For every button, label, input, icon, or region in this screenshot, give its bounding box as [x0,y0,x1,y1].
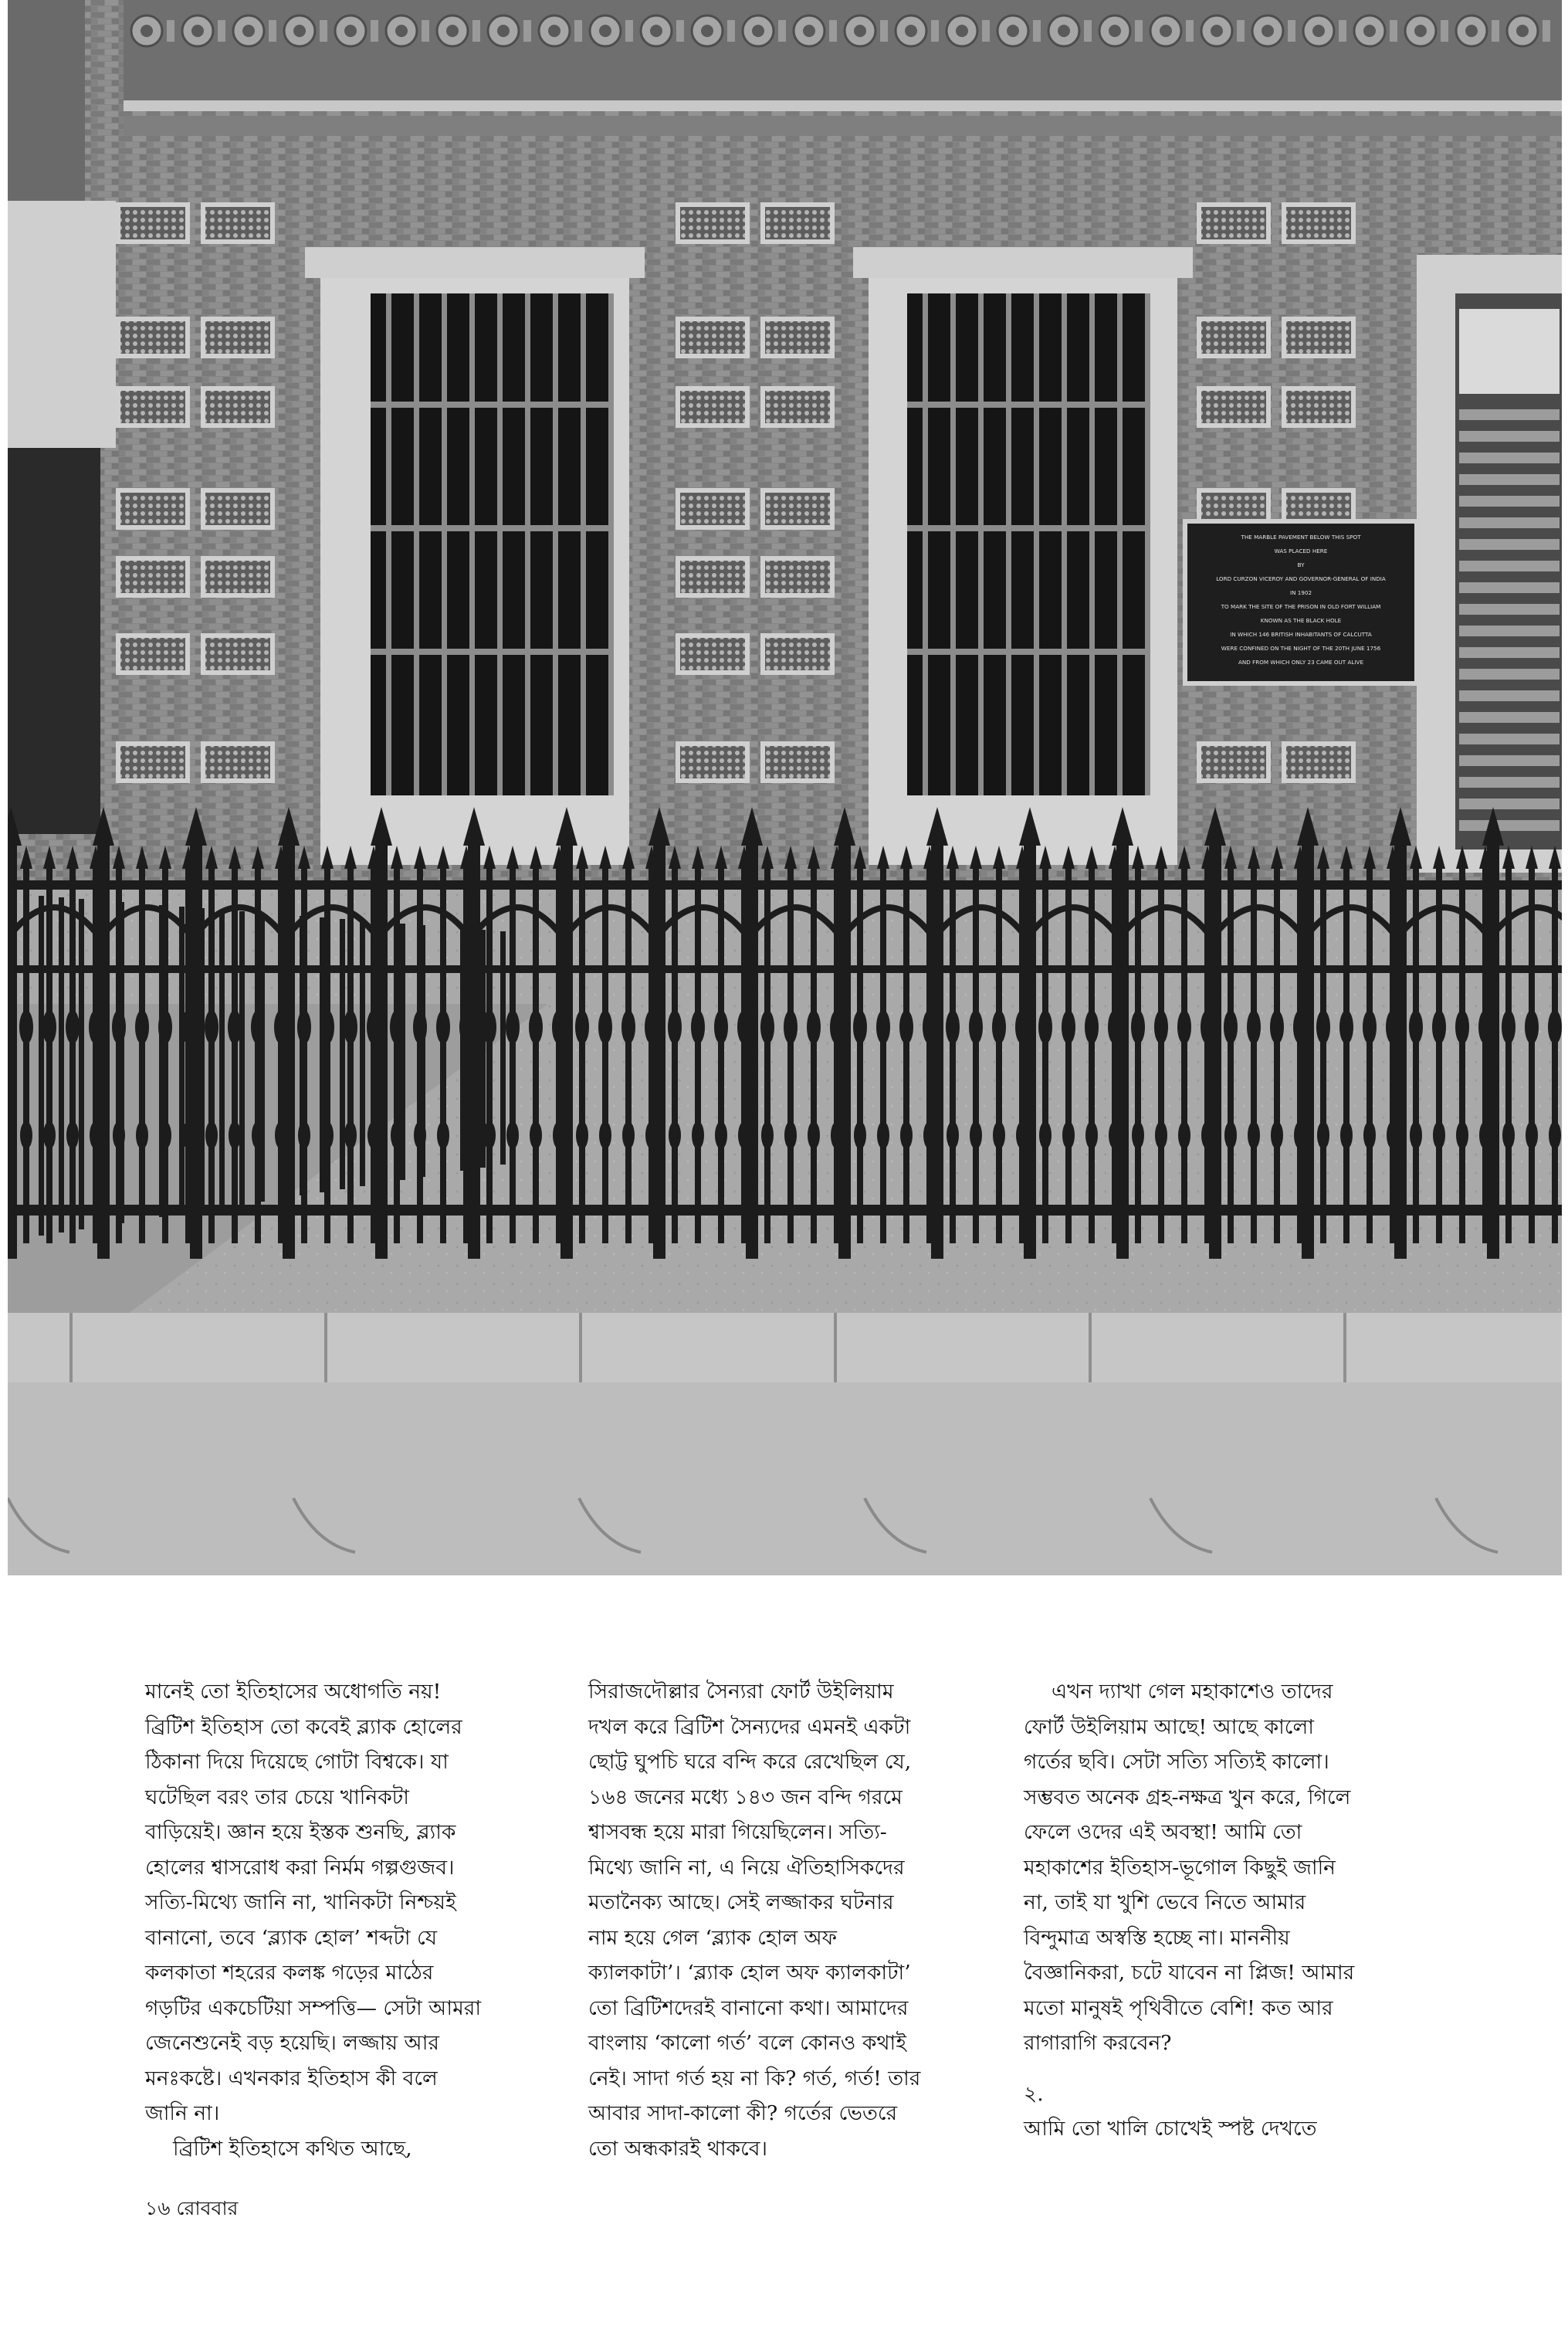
plaque-line: THE MARBLE PAVEMENT BELOW THIS SPOT [1241,534,1361,541]
text-line: মানেই তো ইতিহাসের অধোগতি নয়! [145,1680,442,1704]
text-line: মতো মানুষই পৃথিবীতে বেশি! কত আর [1024,1995,1333,2020]
text-line: ঘটেছিল বরং তার চেয়ে খানিকটা [145,1785,409,1809]
cornice [124,0,1562,100]
text-line: সম্ভবত অনেক গ্রহ-নক্ষত্র খুন করে, গিলে [1024,1785,1351,1809]
window-far-right [1417,255,1562,873]
text-line: ১৬৪ জনের মধ্যে ১৪৩ জন বন্দি গরমে [588,1785,903,1809]
text-line: বাড়িয়েই। জ্ঞান হয়ে ইস্তক শুনছি, ব্ল্যাক [145,1820,456,1844]
text-line: শ্বাসবন্ধ হয়ে মারা গিয়েছিলেন। সত্যি- [588,1820,887,1844]
text-line: হোলের শ্বাসরোধ করা নির্মম গল্পগুজব। [145,1855,455,1880]
plaque-line: AND FROM WHICH ONLY 23 CAME OUT ALIVE [1238,659,1363,666]
text-line: আমি তো খালি চোখেই স্পষ্ট দেখতে [1024,2117,1317,2141]
text-line: জেনেশুনেই বড় হয়েছি। লজ্জায় আর [145,2031,439,2055]
left-doorway [8,448,100,834]
text-line: তো ব্রিটিশদেরই বানানো কথা। আমাদের [588,1995,909,2020]
text-line: রাগারাগি করবেন? [1024,2031,1172,2055]
plaque-line: BY [1297,561,1305,568]
text-line: গড়টির একচেটিয়া সম্পত্তি— সেটা আমরা [145,1995,482,2020]
window-right [853,247,1193,865]
text-line: কলকাতা শহরের কলঙ্ক গড়ের মাঠের [145,1961,434,1985]
text-line: ফোর্ট উইলিয়াম আছে! আছে কালো [1024,1714,1314,1739]
text-line: ব্রিটিশ ইতিহাস তো কবেই ব্ল্যাক হোলের [145,1714,462,1739]
article-column-1 [145,1674,570,2166]
text-line: নাম হয়ে গেল ‘ব্ল্যাক হোল অফ [588,1925,837,1950]
plaque-line: IN 1902 [1289,589,1312,596]
text-line: বানানো, তবে ‘ব্ল্যাক হোল’ শব্দটা যে [145,1925,438,1950]
street [8,1382,1562,1575]
text-line: মনঃকষ্টে। এখনকার ইতিহাস কী বলে [145,2066,438,2090]
photo-illustration [8,0,1562,1575]
text-line: ফেলে ওদের এই অবস্থা! আমি তো [1024,1820,1302,1844]
text-line: না, তাই যা খুশি ভেবে নিতে আমার [1024,1890,1306,1914]
cornice-ledge [124,100,1562,111]
left-awning [8,201,116,448]
memorial-plaque [1185,521,1417,683]
text-line: বিন্দুমাত্র অস্বস্তি হচ্ছে না। মাননীয় [1024,1925,1290,1950]
text-line: বাংলায় ‘কালো গর্ত’ বলে কোনও কথাই [588,2031,907,2055]
left-pillar [8,0,85,201]
plaque-line: LORD CURZON VICEROY AND GOVERNOR-GENERAL OF INDIA [1216,575,1386,582]
text-line: গর্তের ছবি। সেটা সত্যি সত্যিই কালো। [1024,1750,1329,1774]
article-column-2 [588,1674,1013,2166]
section-number: ২. [1024,2081,1044,2106]
text-line: ব্রিটিশ ইতিহাসে কথিত আছে, [173,2136,412,2161]
page-folio: ১৬ রোববার [145,2197,239,2219]
text-line: দখল করে ব্রিটিশ সৈন্যদের এমনই একটা [588,1714,911,1739]
text-line: সত্যি-মিথ্যে জানি না, খানিকটা নিশ্চয়ই [145,1890,456,1914]
text-line: বৈজ্ঞানিকরা, চটে যাবেন না প্লিজ! আমার [1024,1961,1355,1985]
plaque-line: WERE CONFINED ON THE NIGHT OF THE 20TH JUNE 1756 [1221,645,1381,652]
plaque-line: KNOWN AS THE BLACK HOLE [1260,617,1342,624]
text-line: সিরাজদৌল্লার সৈন্যরা ফোর্ট উইলিয়াম [588,1680,894,1704]
text-line: মিথ্যে জানি না, এ নিয়ে ঐতিহাসিকদের [588,1855,905,1880]
text-line: জানি না। [145,2101,220,2125]
curb [8,1313,1562,1382]
text-line: নেই। সাদা গর্ত হয় না কি? গর্ত, গর্ত! তার [588,2066,921,2090]
text-line: মহাকাশের ইতিহাস-ভূগোল কিছুই জানি [1024,1855,1336,1880]
text-line: ছোট্ট ঘুপচি ঘরে বন্দি করে রেখেছিল যে, [588,1750,912,1774]
plaque-line: WAS PLACED HERE [1274,548,1328,554]
text-line: এখন দ্যাখা গেল মহাকাশেও তাদের [1052,1680,1333,1704]
article-body [0,1674,1568,2168]
plaque-line: IN WHICH 146 BRITISH INHABITANTS OF CALCUTTA [1230,631,1372,638]
text-line: আবার সাদা-কালো কী? গর্তের ভেতরে [588,2101,898,2125]
black-hole-memorial-photo [8,0,1562,1575]
text-line: ঠিকানা দিয়ে দিয়েছে গোটা বিশ্বকে। যা [145,1750,449,1774]
text-line: তো অন্ধকারই থাকবে। [588,2136,767,2161]
window-left [305,247,645,865]
article-column-3 [1024,1674,1448,2147]
text-line: ক্যালকাটা’। ‘ব্ল্যাক হোল অফ ক্যালকাটা’ [588,1961,911,1985]
text-line: মতানৈক্য আছে। সেই লজ্জাকর ঘটনার [588,1890,894,1914]
plaque-line: TO MARK THE SITE OF THE PRISON IN OLD FORT WILLIAM [1221,603,1381,610]
